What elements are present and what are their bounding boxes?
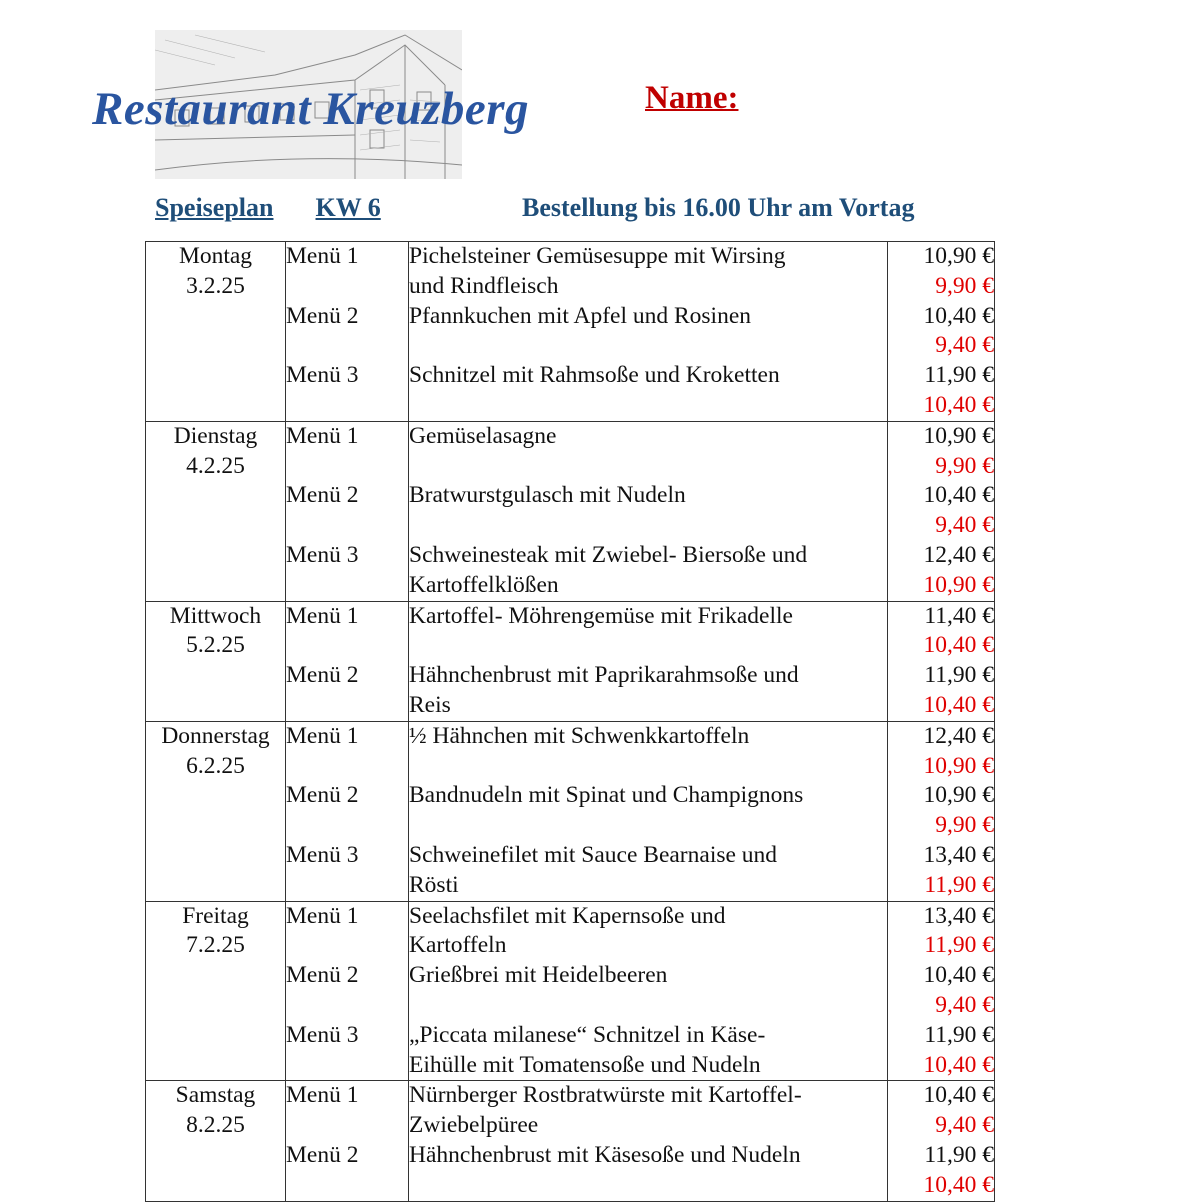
day-date: 4.2.25 <box>186 452 245 479</box>
day-date: 8.2.25 <box>186 1112 245 1139</box>
spacer <box>409 631 887 661</box>
regular-price: 12,40 € <box>923 541 994 568</box>
dish-text: Seelachsfilet mit Kapernsoße und <box>409 902 726 929</box>
day-name: Montag <box>178 243 253 269</box>
menu-number-cell <box>286 721 409 901</box>
regular-price: 10,90 € <box>923 243 994 269</box>
reduced-price: 9,40 € <box>935 512 994 539</box>
spacer <box>409 511 887 541</box>
menu-label: Menü 3 <box>286 541 359 568</box>
day-name: Samstag <box>175 1082 256 1109</box>
week-label: KW 6 <box>315 193 381 222</box>
day-row <box>146 901 995 1081</box>
order-deadline-note: Bestellung bis 16.00 Uhr am Vortag <box>522 193 915 222</box>
menu-label: Menü 2 <box>286 782 359 809</box>
dish-text: Kartoffel- Möhrengemüse mit Frikadelle <box>409 602 793 629</box>
regular-price: 11,90 € <box>924 662 994 689</box>
day-cell <box>146 901 286 1081</box>
price-cell <box>888 421 995 601</box>
price-cell <box>888 601 995 721</box>
regular-price: 11,90 € <box>924 1141 994 1168</box>
dish-text: Reis <box>409 691 451 718</box>
dish-cell <box>409 1081 888 1201</box>
dish-text: Hähnchenbrust mit Paprikarahmsoße und <box>409 662 799 689</box>
day-date: 6.2.25 <box>186 752 245 779</box>
dish-text: Bandnudeln mit Spinat und Champignons <box>409 782 804 809</box>
dish-cell <box>409 901 888 1081</box>
price-cell <box>888 901 995 1081</box>
regular-price: 13,40 € <box>923 841 994 868</box>
spacer <box>409 452 887 482</box>
menu-label: Menü 1 <box>286 722 359 749</box>
reduced-price: 10,90 € <box>923 752 994 779</box>
day-row <box>146 421 995 601</box>
plan-label: Speiseplan <box>155 193 274 222</box>
day-row <box>146 242 995 422</box>
spacer <box>286 331 408 361</box>
reduced-price: 10,40 € <box>923 1171 994 1198</box>
dish-text: Schweinesteak mit Zwiebel- Biersoße und <box>409 541 808 568</box>
spacer <box>286 1111 408 1141</box>
day-date: 7.2.25 <box>186 932 245 959</box>
reduced-price: 11,90 € <box>924 871 994 898</box>
menu-table <box>145 241 995 1202</box>
spacer <box>286 811 408 841</box>
spacer <box>409 1171 887 1201</box>
menu-number-cell <box>286 1081 409 1201</box>
dish-text: Bratwurstgulasch mit Nudeln <box>409 482 686 509</box>
regular-price: 10,90 € <box>923 422 994 449</box>
plan-heading <box>155 193 381 223</box>
menu-number-cell <box>286 601 409 721</box>
reduced-price: 10,90 € <box>923 571 994 598</box>
menu-label: Menü 3 <box>286 362 359 389</box>
dish-text: Nürnberger Rostbratwürste mit Kartoffel- <box>409 1082 802 1109</box>
reduced-price: 9,90 € <box>935 812 994 839</box>
regular-price: 11,40 € <box>924 602 994 629</box>
reduced-price: 10,40 € <box>923 1051 994 1078</box>
dish-text: Rösti <box>409 871 459 898</box>
day-cell <box>146 721 286 901</box>
dish-cell <box>409 721 888 901</box>
menu-label: Menü 1 <box>286 902 359 929</box>
dish-text: Kartoffeln <box>409 932 507 959</box>
day-row <box>146 721 995 901</box>
spacer <box>409 811 887 841</box>
menu-label: Menü 1 <box>286 602 359 629</box>
menu-number-cell <box>286 242 409 422</box>
spacer <box>286 571 408 601</box>
menu-label: Menü 3 <box>286 1021 359 1048</box>
menu-label: Menü 2 <box>286 482 359 509</box>
spacer <box>286 931 408 961</box>
dish-text: Hähnchenbrust mit Käsesoße und Nudeln <box>409 1141 801 1168</box>
menu-label: Menü 3 <box>286 841 359 868</box>
reduced-price: 10,40 € <box>923 691 994 718</box>
price-cell <box>888 1081 995 1201</box>
dish-text: Schweinefilet mit Sauce Bearnaise und <box>409 841 778 868</box>
menu-label: Menü 1 <box>286 422 359 449</box>
dish-text: Eihülle mit Tomatensoße und Nudeln <box>409 1051 761 1078</box>
spacer <box>286 991 408 1021</box>
price-cell <box>888 721 995 901</box>
dish-cell <box>409 421 888 601</box>
spacer <box>286 511 408 541</box>
reduced-price: 9,90 € <box>935 452 994 479</box>
spacer <box>286 1051 408 1081</box>
regular-price: 12,40 € <box>923 722 994 749</box>
day-name: Mittwoch <box>169 602 262 629</box>
reduced-price: 10,40 € <box>923 391 994 418</box>
spacer <box>409 391 887 421</box>
dish-text: Gemüselasagne <box>409 422 557 449</box>
reduced-price: 9,90 € <box>935 272 994 299</box>
day-name: Donnerstag <box>161 722 270 749</box>
dish-text: Grießbrei mit Heidelbeeren <box>409 962 668 989</box>
menu-label: Menü 1 <box>286 243 359 269</box>
spacer <box>286 391 408 421</box>
dish-cell <box>409 601 888 721</box>
regular-price: 10,40 € <box>923 962 994 989</box>
dish-text: ½ Hähnchen mit Schwenkkartoffeln <box>409 722 750 749</box>
day-row <box>146 601 995 721</box>
name-label: Name: <box>645 80 739 116</box>
regular-price: 10,40 € <box>923 482 994 509</box>
menu-number-cell <box>286 421 409 601</box>
regular-price: 10,40 € <box>923 302 994 329</box>
dish-text: Schnitzel mit Rahmsoße und Kroketten <box>409 362 780 389</box>
regular-price: 10,40 € <box>923 1082 994 1109</box>
menu-label: Menü 2 <box>286 962 359 989</box>
spacer <box>286 871 408 901</box>
menu-label: Menü 2 <box>286 662 359 689</box>
spacer <box>286 631 408 661</box>
dish-text: Kartoffelklößen <box>409 571 559 598</box>
reduced-price: 9,40 € <box>935 332 994 359</box>
dish-text: Zwiebelpüree <box>409 1112 539 1139</box>
reduced-price: 9,40 € <box>935 991 994 1018</box>
day-name: Dienstag <box>173 422 258 449</box>
restaurant-name: Restaurant Kreuzberg <box>92 83 530 135</box>
day-date: 5.2.25 <box>186 632 245 659</box>
price-cell <box>888 242 995 422</box>
spacer <box>286 272 408 302</box>
dish-text: Pfannkuchen mit Apfel und Rosinen <box>409 302 752 329</box>
dish-text: und Rindfleisch <box>409 272 559 299</box>
regular-price: 11,90 € <box>924 1021 994 1048</box>
dish-text: Pichelsteiner Gemüsesuppe mit Wirsing <box>409 243 786 269</box>
reduced-price: 10,40 € <box>923 632 994 659</box>
menu-number-cell <box>286 901 409 1081</box>
day-name: Freitag <box>182 902 249 929</box>
regular-price: 11,90 € <box>924 362 994 389</box>
regular-price: 13,40 € <box>923 902 994 929</box>
spacer <box>286 452 408 482</box>
day-date: 3.2.25 <box>186 272 245 299</box>
day-cell <box>146 1081 286 1201</box>
spacer <box>286 691 408 721</box>
reduced-price: 9,40 € <box>935 1112 994 1139</box>
menu-label: Menü 2 <box>286 302 359 329</box>
spacer <box>286 1171 408 1201</box>
reduced-price: 11,90 € <box>924 932 994 959</box>
day-cell <box>146 421 286 601</box>
spacer <box>286 752 408 782</box>
menu-label: Menü 2 <box>286 1141 359 1168</box>
menu-label: Menü 1 <box>286 1082 359 1109</box>
day-cell <box>146 242 286 422</box>
dish-cell <box>409 242 888 422</box>
dish-text: „Piccata milanese“ Schnitzel in Käse- <box>409 1021 766 1048</box>
spacer <box>409 331 887 361</box>
spacer <box>409 752 887 782</box>
day-row <box>146 1081 995 1201</box>
spacer <box>409 991 887 1021</box>
day-cell <box>146 601 286 721</box>
regular-price: 10,90 € <box>923 782 994 809</box>
